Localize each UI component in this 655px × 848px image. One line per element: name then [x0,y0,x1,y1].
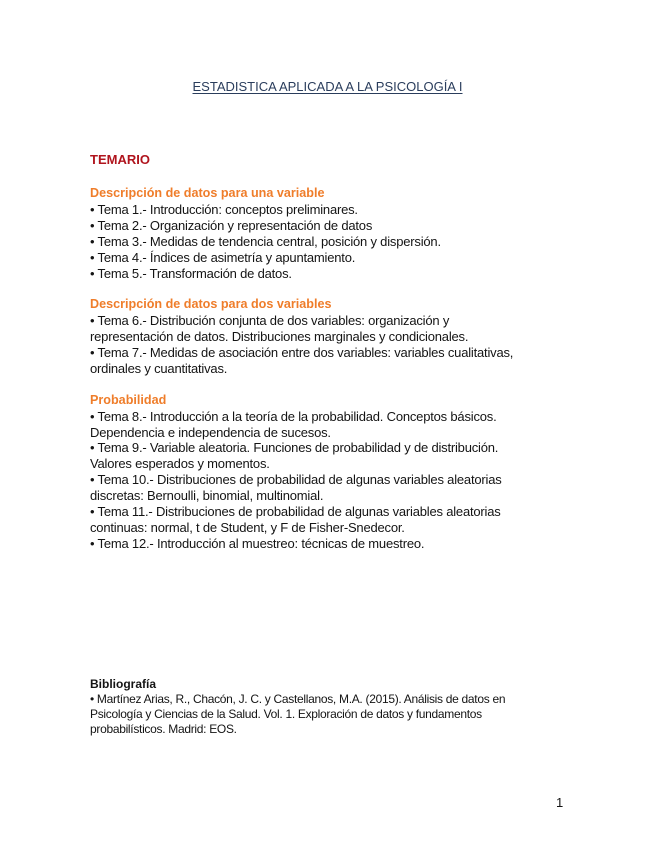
syllabus-item [90,472,590,504]
syllabus-item-line: • Tema 9.- Variable aleatoria. Funciones de probabilidad y de distribución. [90,440,499,456]
syllabus-item-line: • Tema 12.- Introducción al muestreo: técnicas de muestreo. [90,535,425,551]
syllabus-item [90,409,590,441]
syllabus-item [90,266,590,282]
syllabus-heading: TEMARIO [90,152,150,167]
document-title: ESTADISTICA APLICADA A LA PSICOLOGÍA I [192,79,463,94]
syllabus-item [90,440,590,472]
syllabus-item [90,234,590,250]
syllabus-item [90,504,590,536]
syllabus-content [90,186,590,552]
syllabus-item-line: representación de datos. Distribuciones marginales y condicionales. [90,329,469,345]
section-heading: Probabilidad [90,392,167,407]
syllabus-item-line: • Tema 1.- Introducción: conceptos preliminares. [90,201,358,217]
bibliography-line: • Martínez Arias, R., Chacón, J. C. y Castellanos, M.A. (2015). Análisis de datos en [90,692,506,706]
section-probability [90,393,590,552]
syllabus-item-line: • Tema 4.- Índices de asimetría y apuntamiento. [90,249,356,265]
syllabus-item-line: Dependencia e independencia de sucesos. [90,424,331,440]
section-heading: Descripción de datos para dos variables [90,297,332,312]
page-number: 1 [556,795,564,810]
syllabus-item-line: • Tema 7.- Medidas de asociación entre dos variables: variables cualitativas, [90,345,514,361]
syllabus-item-line: • Tema 3.- Medidas de tendencia central, posición y dispersión. [90,233,441,249]
syllabus-item-line: • Tema 2.- Organización y representación de datos [90,217,373,233]
bibliography-line: Psicología y Ciencias de la Salud. Vol. 1. Exploración de datos y fundamentos [90,707,482,721]
syllabus-item [90,250,590,266]
syllabus-item-line: • Tema 8.- Introducción a la teoría de la probabilidad. Conceptos básicos. [90,408,497,424]
section-one-variable [90,186,590,281]
syllabus-item [90,202,590,218]
syllabus-item-line: • Tema 5.- Transformación de datos. [90,265,292,281]
syllabus-item [90,536,590,552]
syllabus-item-line: ordinales y cuantitativas. [90,360,228,376]
syllabus-item [90,218,590,234]
bibliography [90,677,590,737]
syllabus-item-line: discretas: Bernoulli, binomial, multinomial. [90,488,324,504]
syllabus-item-line: • Tema 11.- Distribuciones de probabilidad de algunas variables aleatorias [90,504,501,520]
bibliography-heading: Bibliografía [90,677,157,691]
syllabus-item [90,345,590,377]
syllabus-item-line: • Tema 6.- Distribución conjunta de dos variables: organización y [90,313,450,329]
syllabus-item-line: continuas: normal, t de Student, y F de Fisher-Snedecor. [90,520,405,535]
section-two-variables [90,297,590,377]
bibliography-line: probabilísticos. Madrid: EOS. [90,722,237,736]
syllabus-item-line: Valores esperados y momentos. [90,456,270,472]
syllabus-item [90,313,590,345]
syllabus-item-line: • Tema 10.- Distribuciones de probabilidad de algunas variables aleatorias [90,472,502,488]
section-heading: Descripción de datos para una variable [90,186,325,200]
